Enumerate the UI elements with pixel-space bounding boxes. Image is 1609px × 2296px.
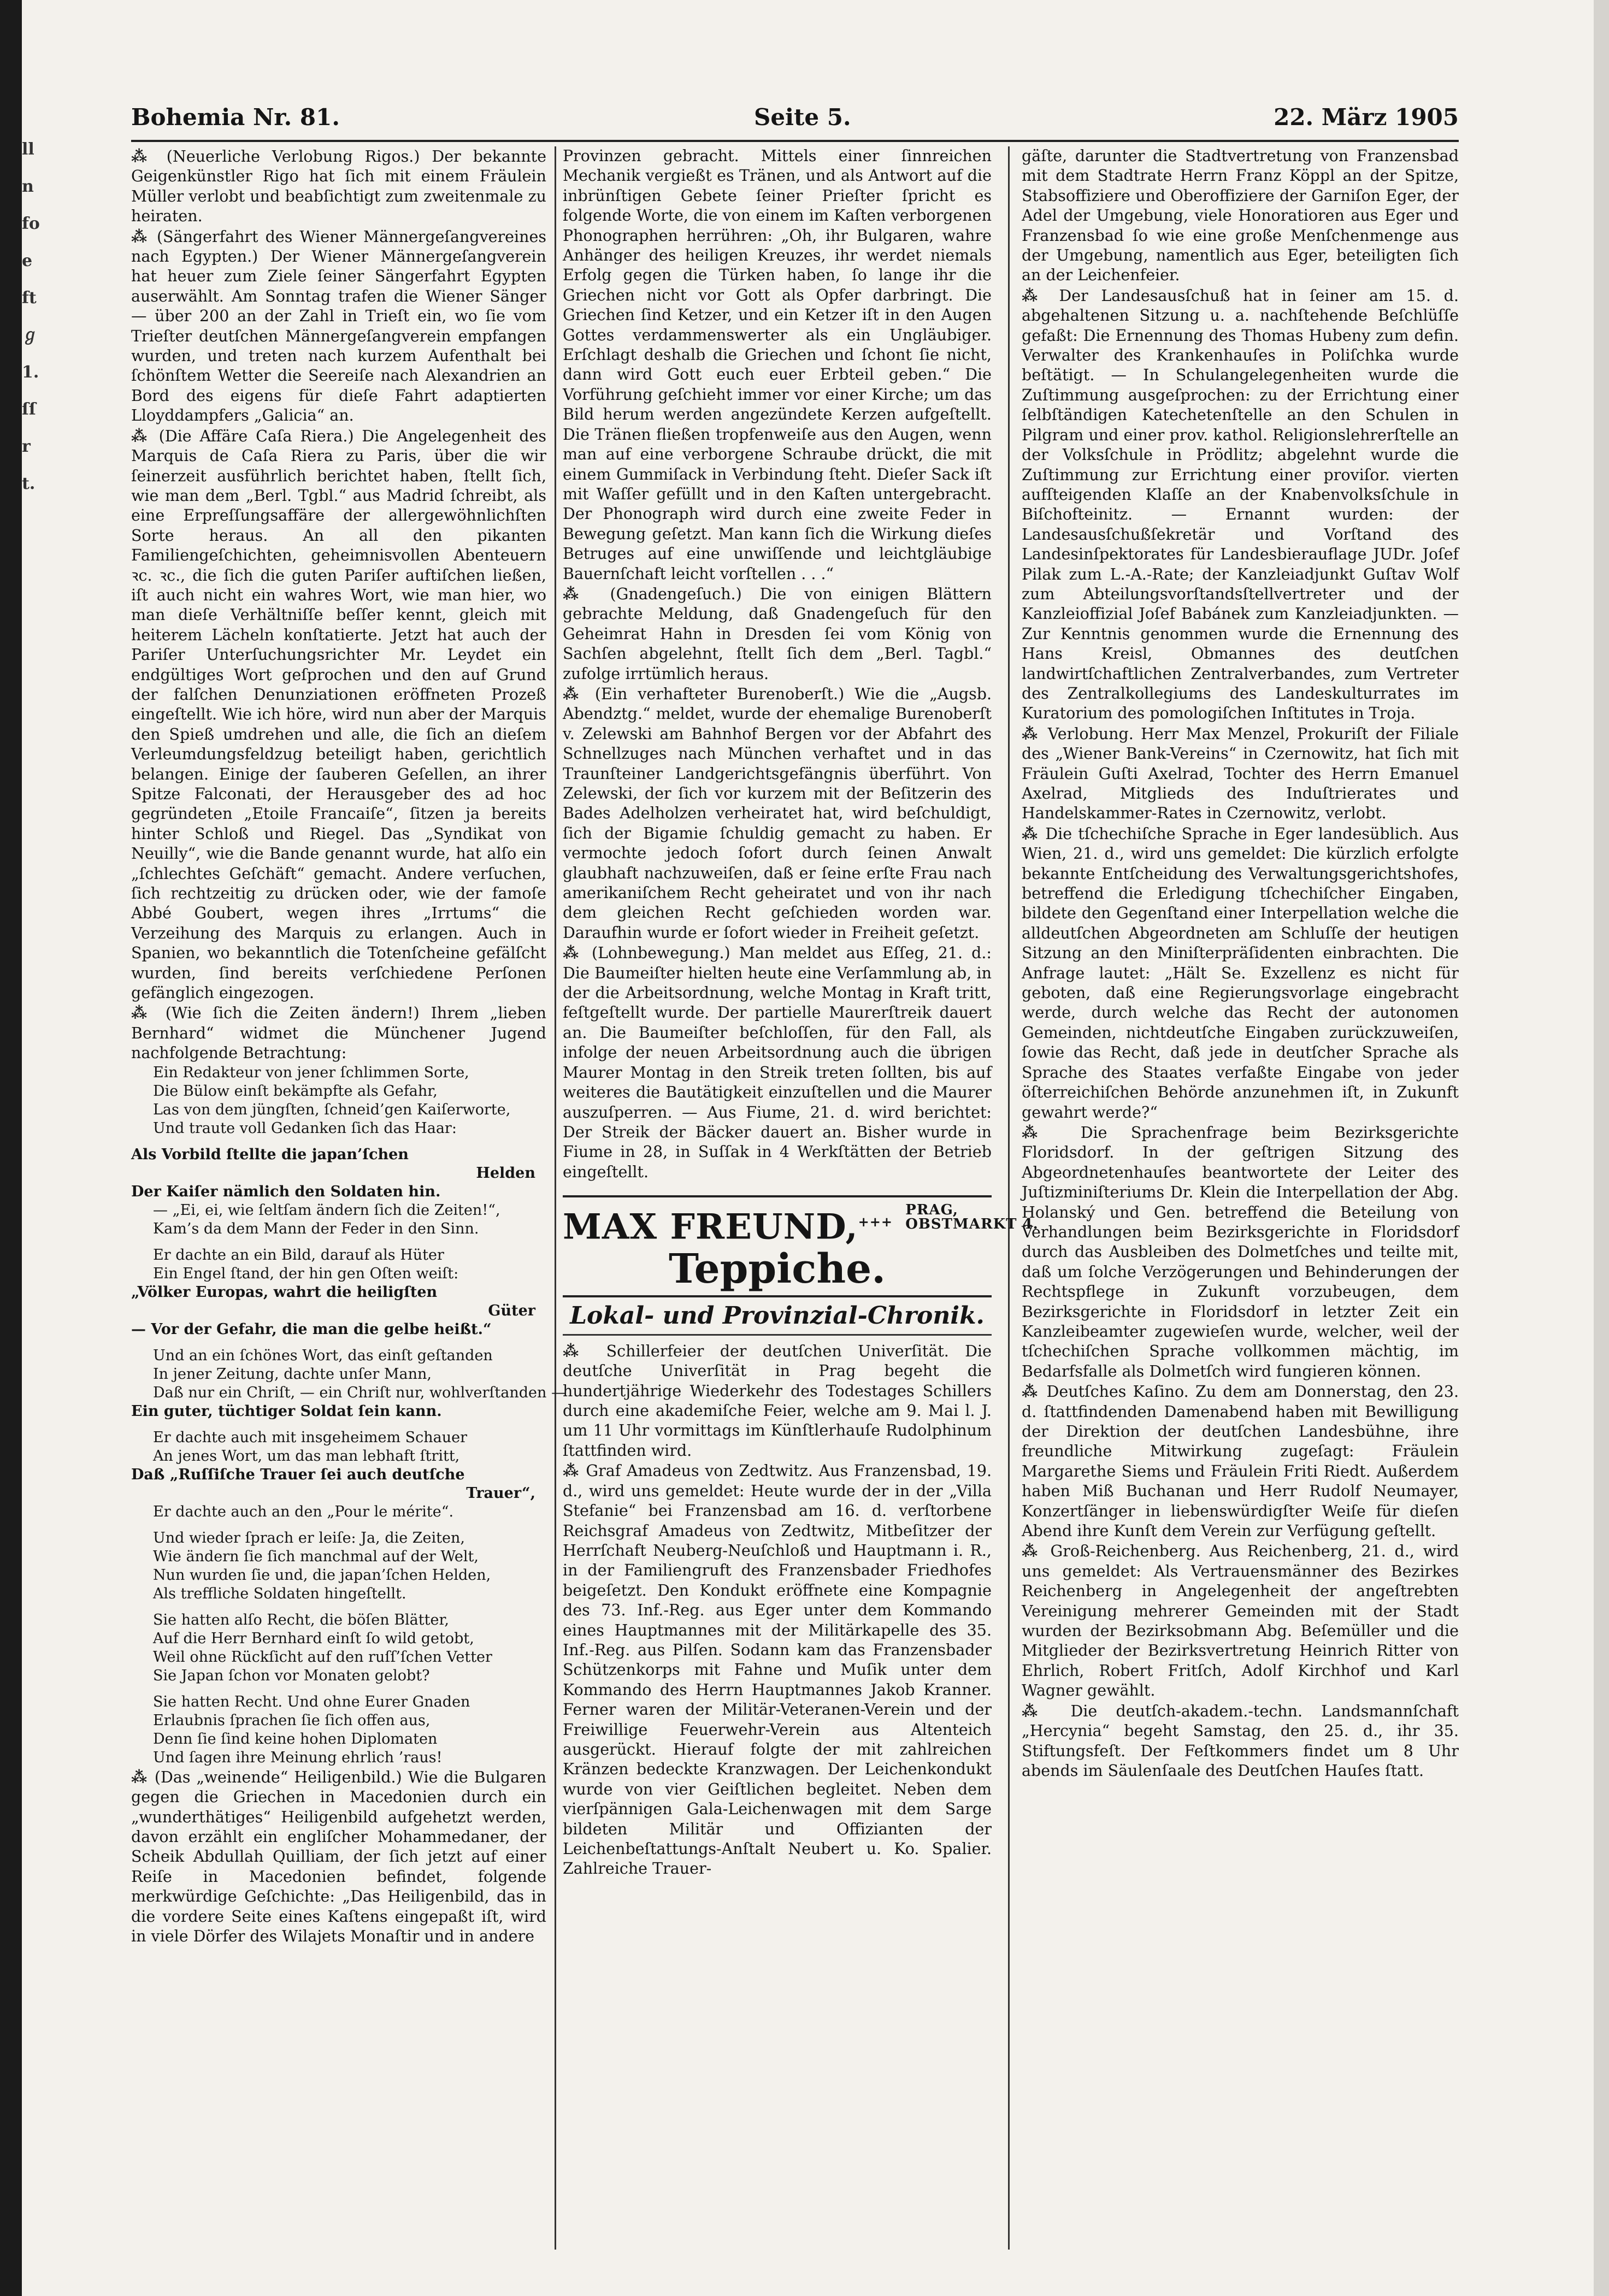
column-divider (1008, 146, 1010, 2250)
poem-line: In jener Zeitung, dachte unſer Mann, (153, 1365, 432, 1383)
poem-line: Die Bülow einſt bekämpfte als Gefahr, (153, 1082, 438, 1100)
asterism-icon: ⁂ (131, 1004, 166, 1023)
asterism-icon: ⁂ (131, 147, 167, 166)
poem-line: Daß „Ruſſiſche Trauer ſei auch deutſche (131, 1466, 465, 1483)
header-rule (131, 140, 1459, 142)
column-2 (563, 146, 1039, 2260)
bleed-line: n (22, 177, 34, 196)
stanza-gap (131, 1421, 546, 1429)
poem-line: Nun wurden ſie und, die japan’ſchen Helden, (153, 1566, 491, 1584)
stanza-gap (131, 1138, 546, 1146)
issue-date: 22. März 1905 (1274, 104, 1459, 131)
bleed-line: ft (22, 288, 37, 308)
poem-line: Sie hatten Recht. Und ohne Eurer Gnaden (153, 1693, 470, 1710)
asterism-icon: ⁂ (131, 426, 159, 445)
poem-line: Trauer“, (466, 1484, 535, 1502)
stanza-gap (131, 1603, 546, 1611)
bleed-line: ſſ (22, 400, 36, 419)
poem-line: An jenes Wort, um das man lebhaft ſtritt, (153, 1447, 460, 1465)
poem-line: Sie Japan ſchon vor Monaten gelobt? (153, 1667, 430, 1684)
bleed-line: ℊ (22, 326, 38, 345)
asterism-icon: ⁂ (1022, 1123, 1081, 1142)
poem-line: Er dachte auch an den „Pour le mérite“. (153, 1503, 454, 1520)
article-zedtwitz-cont: gäſte, darunter die Stadtvertretung von Franzensbad mit dem Stadtrate Herrn Franz Köppl an der Spitze, Stabsoffiziere und Oberoffiziere der Garniſon Eger, der Adel der Umgebung, viele Honoratioren aus Eger und Franzensbad ſo wie eine große Menſchenmenge aus der Umgebung, namentlich aus Eger, beteiligten ſich an der Leichenfeier. (1022, 147, 1459, 285)
article-burenoberst: ⁂ (Ein verhafteter Burenoberſt.) Wie die „Augsb. Abendztg.“ meldet, wurde der ehemalige Burenoberſt v. Zelewski am Bahnhof Bergen vor der Abfahrt des Schnellzuges nach München verhaftet und in das Traunſteiner Landgerichtsgefängnis überführt. Von Zelewski, der ſich vor kurzem mit der Beſitzerin des Bades Adelholzen verheiratet hat, wird beſchuldigt, ſich der Bigamie ſchuldig gemacht zu haben. Er vermochte jedoch ſofort durch ſeinen Anwalt glaubhaft nachzuweiſen, daß er ſeine erſte Frau nach amerikaniſchem Recht geheiratet und von ihr nach dem gleichen Recht geſchieden worden war. Daraufhin wurde er ſofort wieder in Freiheit geſetzt. (563, 684, 992, 942)
poem-line: Kam’s da dem Mann der Feder in den Sinn. (153, 1220, 479, 1237)
bleed-line: e (22, 251, 33, 270)
newspaper-issue: Bohemia Nr. 81. (131, 104, 340, 131)
asterism-icon: ⁂ (1022, 724, 1048, 743)
article-hercynia: ⁂ Die deutſch-akadem.-techn. Landsmannſchaft „Hercynia“ begeht Samstag, den 25. d., ihr 35. Stiftungsfeſt. Der Feſtkommers findet um 8 Uhr abends im Säulenſaale des Deutſchen Hauſes ſtatt. (1022, 1701, 1459, 1780)
page-number: Seite 5. (754, 104, 851, 131)
stanza-gap (131, 1521, 546, 1529)
bleed-line: 1. (22, 363, 39, 382)
asterism-icon: ⁂ (563, 1461, 586, 1480)
advertisement (563, 1195, 1039, 1297)
poem-line: — Vor der Gefahr, die man die gelbe heißt.“ (131, 1320, 492, 1338)
scan-right-margin (1594, 0, 1609, 2296)
section-title: Lokal- und Provinzial-Chronik. (570, 1302, 985, 1330)
poem-line: Er dachte an ein Bild, darauf als Hüter (153, 1246, 444, 1264)
poem (131, 1064, 566, 1767)
bleed-line: fo (22, 214, 40, 233)
poem-line: Ein guter, tüchtiger Soldat ſein kann. (131, 1402, 442, 1420)
article-tschechische-sprache: ⁂ Die tſchechiſche Sprache in Eger landesüblich. Aus Wien, 21. d., wird uns gemeldet: Die kürzlich erfolgte bekannte Entſcheidung des Verwaltungsgerichtshofes, betreffend die Erledigung tſchechiſcher Eingaben, bildete den Gegenſtand einer Interpellation welche die alldeutſchen Abgeordneten am Schluſſe der heutigen Sitzung an den Miniſterpräſidenten einbrachten. Die Anfrage lautet: „Hält Se. Exzellenz es nicht für geboten, daß eine Regierungsvorlage eingebracht werde, durch welche das Recht der autonomen Gemeinden, nichtdeutſche Eingaben zurückzuweiſen, ſowie das Recht, daß jede in deutſcher Sprache als Sprache des Staates verfaßte Eingabe von jeder öſterreichiſchen Behörde anzunehmen iſt, in Zukunft gewahrt werde?“ (1022, 824, 1459, 1122)
asterism-icon: ⁂ (563, 684, 595, 703)
asterism-icon: ⁂ (1022, 824, 1046, 843)
article-verlobung: ⁂ Verlobung. Herr Max Menzel, Prokuriſt der Filiale des „Wiener Bank-Vereins“ in Czernowitz, hat ſich mit Fräulein Guſti Axelrad, Tochter des Herrn Emanuel Axelrad, Mitglieds des Induſtrierates und Handelskammer-Rates in Czernowitz, verlobt. (1022, 724, 1459, 823)
article-rigo: ⁂ (Neuerliche Verlobung Rigos.) Der bekannte Geigenkünstler Rigo hat ſich mit einem Fräulein Müller verlobt und beabſichtigt zum zweitenmale zu heiraten. (131, 147, 546, 226)
poem-line: Auf die Herr Bernhard einſt ſo wild getobt, (153, 1630, 474, 1647)
poem-line: Ein Engel ſtand, der hin gen Oſten weiſt: (153, 1265, 459, 1282)
article-zeiten: ⁂ (Wie ſich die Zeiten ändern!) Ihrem „lieben Bernhard“ widmet die Münchener Jugend nachfolgende Betrachtung: (131, 1004, 547, 1063)
article-schillerfeier: ⁂ Schillerfeier der deutſchen Univerſität. Die deutſche Univerſität in Prag begeht die hundertjährige Wiederkehr des Todestages Schillers durch eine akademiſche Feier, welche am 9. Mai l. J. um 11 Uhr vormittags im Künſtlerhauſe Rudolphinum ſtattfinden wird. (563, 1341, 992, 1460)
scan-left-margin (0, 0, 22, 2296)
asterism-icon: ⁂ (1022, 1542, 1051, 1561)
poem-line: Und traute voll Gedanken ſich das Haar: (153, 1119, 457, 1137)
poem-line: Daß nur ein Chriſt, — ein Chriſt nur, wohlverſtanden — (153, 1384, 566, 1401)
article-gnadengesuch: ⁂ (Gnadengeſuch.) Die von einigen Blättern gebrachte Meldung, daß Gnadengeſuch für den Geheimrat Hahn in Dresden ſei vom König von Sachſen abgelehnt, ſtellt ſich dem „Berl. Tagbl.“ zufolge irrtümlich heraus. (563, 584, 992, 683)
column-divider (555, 146, 556, 2250)
ad-header (563, 1202, 1039, 1248)
poem-line: Der Kaiſer nämlich den Soldaten hin. (131, 1183, 441, 1200)
poem-line: Sie hatten alſo Recht, die böſen Blätter, (153, 1611, 449, 1628)
column-1 (131, 146, 566, 2260)
poem-line: Güter (488, 1302, 535, 1319)
asterism-icon: ⁂ (131, 1767, 155, 1786)
section-rule (563, 1334, 992, 1336)
poem-line: Als Vorbild ſtellte die japan’ſchen (131, 1146, 409, 1163)
asterism-icon: ⁂ (563, 943, 592, 963)
article-lohnbewegung: ⁂ (Lohnbewegung.) Man meldet aus Eſſeg, 21. d.: Die Baumeiſter hielten heute eine Verſammlung ab, in der die Arbeitsordnung, welche Montag in Kraft tritt, feſtgeſtellt wurde. Der partielle Maurerſtreik dauert an. Die Baumeiſter beſchloſſen, für den Fall, als infolge der neuen Arbeitsordnung auch die übrigen Maurer Montag in den Streik treten ſollten, bis auf weiteres die Bautätigkeit einzuſtellen und die Maurer auszuſperren. — Aus Fiume, 21. d. wird berichtet: Der Streik der Bäcker dauert an. Bisher wurde in Fiume in 28, in Suſſak in 4 Werkſtätten der Betrieb eingeſtellt. (563, 943, 992, 1181)
poem-line: Denn ſie ſind keine hohen Diplomaten (153, 1730, 438, 1748)
poem-line: Ein Redakteur von jener ſchlimmen Sorte, (153, 1064, 469, 1081)
stanza-gap (131, 1339, 546, 1347)
poem-line: „Völker Europas, wahrt die heiligſten (131, 1283, 438, 1301)
poem-line: Er dachte auch mit insgeheimem Schauer (153, 1429, 468, 1446)
bleed-line: t. (22, 474, 36, 493)
poem-line: Helden (476, 1164, 535, 1182)
ad-mark: +++ (858, 1214, 893, 1230)
article-zedtwitz: ⁂ Graf Amadeus von Zedtwitz. Aus Franzensbad, 19. d., wird uns gemeldet: Heute wurde der in der „Villa Stefanie“ bei Franzensbad am 16. d. verſtorbene Reichsgraf Amadeus von Zedtwitz, Mitbeſitzer der Herrſchaft Neuberg-Neuſchloß und Hauptmann i. R., in der Familiengruft des Franzensbader Friedhofes beigeſetzt. Den Kondukt eröffnete eine Kompagnie des 73. Inf.-Reg. aus Eger unter dem Kommando eines Hauptmannes mit der Militärkapelle des 35. Inf.-Reg. aus Pilſen. Sodann kam das Franzensbader Schützenkorps mit Fahne und Muſik unter dem Kommando des Herrn Hauptmannes Jakob Kranner. Ferner waren der Militär-Veteranen-Verein und der Freiwillige Feuerwehr-Verein aus Altenteich ausgerückt. Hierauf folgte der mit zahlreichen Kränzen bedeckte Kranzwagen. Der Leichenkondukt wurde von vier Geiſtlichen begleitet. Neben dem vierſpännigen Gala-Leichenwagen mit dem Sarge bildeten Militär und Offizianten der Leichenbeſtattungs-Anſtalt Neubert u. Ko. Spalier. Zahlreiche Trauer- (563, 1461, 992, 1878)
asterism-icon: ⁂ (563, 1341, 606, 1360)
stanza-gap (131, 1238, 546, 1246)
page-header (131, 104, 1459, 137)
asterism-icon: ⁂ (1022, 1701, 1071, 1720)
ad-product: Teppiche. (669, 1246, 886, 1293)
asterism-icon: ⁂ (563, 584, 610, 603)
column-3 (1022, 146, 1459, 2260)
poem-line: Wie ändern ſie ſich manchmal auf der Welt, (153, 1548, 479, 1565)
article-heiligenbild: ⁂ (Das „weinende“ Heiligenbild.) Wie die Bulgaren gegen die Griechen in Macedonien durch ein „wunderthätiges“ Heiligenbild aufgehetzt werden, davon erzählt ein engliſcher Mohammedaner, der Scheik Abdullah Quilliam, der ſich jetzt auf einer Reiſe in Macedonien befindet, folgende merkwürdige Geſchichte: „Das Heiligenbild, das in die vordere Seite eines Kaſtens eingepaßt iſt, wird in viele Dörfer des Wilajets Monaſtir und in andere (131, 1767, 547, 1945)
poem-line: Weil ohne Rückſicht auf den ruſſ’ſchen Vetter (153, 1648, 492, 1666)
poem-line: Und wieder ſprach er leiſe: Ja, die Zeiten, (153, 1529, 465, 1547)
article-heiligenbild-cont: Provinzen gebracht. Mittels einer ſinnreichen Mechanik vergießt es Tränen, und als Antwort auf die inbrünſtigen Gebete ſeiner Prieſter ſpricht es folgende Worte, die von einem im Kaſten verborgenen Phonographen herrühren: „Oh, ihr Bulgaren, wahre Anhänger des heiligen Kreuzes, ihr werdet niemals Erfolg gegen die Türken haben, ſo lange ihr die Griechen nicht vor Gott als Opfer darbringt. Die Griechen ſind Ketzer, und ein Ketzer iſt in den Augen Gottes verdammenswerter als ein Ungläubiger. Erſchlagt deshalb die Griechen und ſchont ſie nicht, dann wird Gott euch euer Erbteil geben.“ Die Vorführung geſchieht immer vor einer Kirche; um das Bild herum werden angezündete Kerzen aufgeſtellt. Die Tränen fließen tropfenweiſe aus den Augen, wenn man auf eine verborgene Schraube drückt, die mit einem Gummiſack in Verbindung ſteht. Dieſer Sack iſt mit Waſſer gefüllt und in den Kaſten untergebracht. Der Phonograph wird durch eine zweite Feder in Bewegung geſetzt. Man kann ſich die Wirkung dieſes Betruges auf eine unwiſſende und leichtgläubige Bauernſchaft leicht vorſtellen . . .“ (563, 147, 992, 583)
asterism-icon: ⁂ (1022, 286, 1059, 305)
asterism-icon: ⁂ (1022, 1382, 1047, 1401)
article-saengerfahrt: ⁂ (Sängerfahrt des Wiener Männergeſangvereines nach Egypten.) Der Wiener Männergeſangverein hat heuer zum Ziele ſeiner Sängerfahrt Egypten auserwählt. Am Sonntag trafen die Wiener Sänger — über 200 an der Zahl in Trieſt ein, wo ſie vom Trieſter deutſchen Männergeſangverein empfangen wurden, und treten nach kurzem Aufenthalt bei ſchönſtem Wetter die Seereiſe nach Alexandrien an Bord des eigens für dieſe Fahrt adaptierten Lloyddampfers „Galicia“ an. (131, 227, 546, 425)
article-landesausschuss: ⁂ Der Landesausſchuß hat in ſeiner am 15. d. abgehaltenen Sitzung u. a. nachſtehende Beſchlüſſe gefaßt: Die Ernennung des Thomas Hubeny zum defin. Verwalter des Krankenhauſes in Poliſchka wurde beſtätigt. — In Schulangelegenheiten wurde die Zuſtimmung ausgeſprochen: zu der Errichtung einer ſelbſtändigen Katechetenſtelle an den Schulen in Pilgram und einer prov. kathol. Religionslehrerſtelle an der Volksſchule in Prödlitz; abgelehnt wurde die Zuſtimmung zur Errichtung einer proviſor. vierten aufſteigenden Klaſſe an der Knabenvolksſchule in Biſchofteinitz. — Ernannt wurden: der Landesausſchußſekretär und Vorſtand des Landesinſpektorates für Landesbierauflage JUDr. Joſef Pilak zum L.-A.-Rate; der Kanzleiadjunkt Guſtav Wolf zum Abteilungsvorſtandsſtellvertreter und der Kanzleioffizial Joſef Babánek zum Kanzleiadjunkten. — Zur Kenntnis genommen wurde die Ernennung des Hans Kreisl, Obmannes des deutſchen landwirtſchaftlichen Zentralverbandes, zum Vertreter des Zentralkollegiums des Landeskulturrates im Kuratorium des pomologiſchen Inſtitutes in Troja. (1022, 286, 1459, 723)
stanza-gap (131, 1685, 546, 1693)
article-gross-reichenberg: ⁂ Groß-Reichenberg. Aus Reichenberg, 21. d., wird uns gemeldet: Als Vertrauensmänner des Bezirkes Reichenberg in Angelegenheit der angeſtrebten Vereinigung mehrerer Gemeinden mit der Stadt wurden der Bezirksobmann Abg. Beſemüller und die Mitglieder der Bezirksvertretung Heinrich Ritter von Ehrlich, Robert Fritſch, Adolf Kirchhof und Karl Wagner gewählt. (1022, 1542, 1459, 1700)
article-sprachenfrage: ⁂ Die Sprachenfrage beim Bezirksgerichte Floridsdorf. In der geſtrigen Sitzung des Abgeordnetenhauſes beantwortete der Leiter des Juſtizminiſteriums Dr. Klein die Interpellation der Abg. Holanský und Gen. betreffend die Beteilung von Verhandlungen beim Bezirksgerichte in Floridsdorf durch das Ausbleiben des Dolmetſches und teilte mit, daß um ſolche Verzögerungen und Behinderungen der Rechtspflege in Zukunft vorzubeugen, dem Bezirksgerichte in Floridsdorf in letzter Zeit ein Kanzleibeamter zugewieſen wurde, welcher, weil der tſchechiſchen Sprache vollkommen mächtig, im Bedarfsfalle als Dolmetſch wird fungieren können. (1022, 1123, 1459, 1380)
ad-address: PRAG, OBSTMARKT 4. (905, 1202, 1039, 1233)
poem-line: Und an ein ſchönes Wort, das einſt geſtanden (153, 1347, 493, 1364)
bleed-line: r (22, 437, 31, 456)
ad-company-name: MAX FREUND, (563, 1206, 858, 1248)
poem-line: Las von dem jüngſten, ſchneid’gen Kaiſerworte, (153, 1101, 511, 1118)
bleed-line: ll (22, 140, 34, 159)
article-kasino: ⁂ Deutſches Kaſino. Zu dem am Donnerstag, den 23. d. ſtattfindenden Damenabend haben mit Bewilligung der Direktion der deutſchen Landesbühne, ihre freundliche Mitwirkung zugeſagt: Fräulein Margarethe Siems und Fräulein Friti Riedt. Außerdem haben Miß Buchanan und Herr Rudolf Neumayer, Konzertſänger in liebenswürdigſter Weiſe für dieſen Abend ihre Kunſt dem Verein zur Verfügung geſtellt. (1022, 1382, 1459, 1540)
poem-line: Erlaubnis ſprachen ſie ſich offen aus, (153, 1711, 431, 1729)
poem-line: — „Ei, ei, wie ſeltſam ändern ſich die Zeiten!“, (153, 1201, 500, 1219)
poem-line: Und ſagen ihre Meinung ehrlich ’raus! (153, 1749, 443, 1766)
previous-page-bleed (22, 131, 66, 623)
article-casa-riera: ⁂ (Die Affäre Caſa Riera.) Die Angelegenheit des Marquis de Caſa Riera zu Paris, über die wir ſeinerzeit ausführlich berichtet haben, ſtellt ſich, wie man dem „Berl. Tgbl.“ aus Madrid ſchreibt, als eine Erpreſſungsaffäre der allergewöhnlichſten Sorte heraus. An all den pikanten Familiengeſchichten, geheimnisvollen Abenteuern ꝛc. ꝛc., die ſich die guten Pariſer auftiſchen ließen, iſt auch nicht ein wahres Wort, wie man hier, wo man dieſe Verhältniſſe beſſer kennt, gleich mit heiterem Lächeln konſtatierte. Jetzt hat auch der Pariſer Unterſuchungsrichter Mr. Leydet ein endgültiges Wort geſprochen und den auf Grund der falſchen Denunziationen eröffneten Prozeß eingeſtellt. Wie ich höre, wird nun aber der Marquis den Spieß umdrehen und alle, die ſich an dieſem Verleumdungsfeldzug beteiligt haben, gerichtlich belangen. Einige der ſauberen Geſellen, an ihrer Spitze Falconati, der Herausgeber des ad hoc gegründeten „Etoile Francaiſe“, ſitzen ja bereits hinter Schloß und Riegel. Das „Syndikat von Neuilly“, wie die Bande genannt wurde, hat alſo ein „ſchlechtes Geſchäft“ gemacht. Andere verſuchen, ſich rechtzeitig zu drücken oder, wie der famoſe Abbé Goubert, wegen ihres „Irrtums“ die Verzeihung des Marquis zu erlangen. Auch in Spanien, wo bekanntlich die Totenſcheine gefälſcht wurden, ſind bereits verſchiedene Perſonen gefänglich eingezogen. (131, 426, 546, 1002)
asterism-icon: ⁂ (131, 227, 157, 246)
poem-line: Als treffliche Soldaten hingeſtellt. (153, 1585, 406, 1602)
